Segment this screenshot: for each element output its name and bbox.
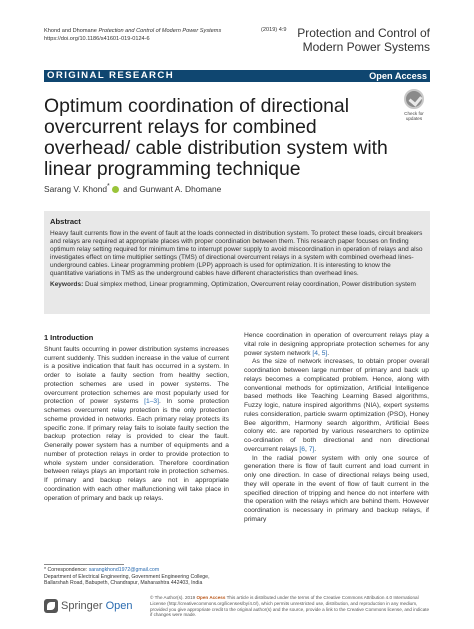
abstract-box (44, 211, 430, 314)
license-open-access: Open Access (196, 595, 226, 600)
check-for-updates-label: Check for updates (404, 111, 424, 122)
section-heading: 1 Introduction (44, 333, 94, 342)
citation-link[interactable]: [6 (299, 445, 305, 453)
citation-year: (2019) 4:9 (261, 27, 287, 33)
author-name[interactable]: Gunwant A. Dhomane (139, 183, 222, 194)
article-title: Optimum coordination of directional overcurrent relays for combined overhead/ cable distribution system with linear programming technique (44, 95, 388, 180)
springer-horse-icon (44, 599, 58, 613)
open-access-label: Open Access (369, 71, 427, 81)
keywords (50, 281, 424, 289)
citation-link[interactable]: [1–3] (144, 398, 159, 406)
orcid-icon[interactable] (112, 186, 119, 193)
affiliation: Department of Electrical Engineering, Government Engineering College, Ballarshah Road, Babupeth, Chandrapur, Maharashtra 442403, India (44, 573, 210, 587)
citation-authors: Khond and Dhomane (44, 28, 97, 34)
body-column-left (44, 330, 229, 503)
journal-name: Protection and Control of Modern Power Systems (297, 26, 430, 54)
corresponding-mark: * (107, 183, 110, 190)
doi-link[interactable]: https://doi.org/10.1186/s41601-019-0124-6 (44, 36, 150, 42)
abstract-heading: Abstract (50, 217, 81, 226)
publisher-name: Springer (61, 600, 103, 612)
footnote-divider (44, 564, 124, 565)
paragraph: Shunt faults occurring in power distribution systems increases current suddenly. This sudden increase in the value of current is a positive indication that fault has occurred in a system. In order to isolate a faulty section from healthy section, protection schemes are used in power systems. The overcurrent protection schemes are most popularly used for protection of power systems [1–3]. In some protection schemes overcurrent relay protection is the only protection scheme provided in networks. Each primary relay protects its specific zone. If primary relay fails to isolate faulty section the backup protection relay is provided to clear the fault. Generally power system has a number of equipments and a number of protection relays in order to provide protection to whole system under consideration. Therefore coordination between relays plays an important role in protection schemes. If primary and backup relays are not in appropriate coordination with each other malfunctioning will take place in operation of primary and back up relays. (44, 345, 229, 502)
keywords-text: Dual simplex method, Linear programming, Optimization, Overcurrent relay coordination, Power distribution system (85, 280, 416, 288)
abstract-text: Heavy fault currents flow in the event of fault at the loads connected in distribution system. To protect these loads, circuit breakers and relays are required at appropriate places with proper coordination between them. This research paper focuses on finding optimum relay setting required for minimum time to interrupt power supply to avoid miscoordination in operation of relays and also investigates effect on time multiplier settings (TMS) of directional overcurrent relays in a system with combined overhead lines-underground cables. Linear programming problem (LPP) approach is used for optimization. It is interesting to know the quantitative variations in TMS as the underground cables have different characteristics than overhead lines. (50, 230, 423, 278)
author-joiner: and (120, 183, 140, 194)
citation-link[interactable]: 5] (321, 349, 328, 357)
citation-journal: Protection and Control of Modern Power Systems (98, 28, 222, 34)
correspondence-label: * Correspondence: (44, 567, 89, 573)
paragraph: In the radial power system with only one source of generation there is flow of fault current and load current in only one direction. In case of directional relays being used, they will operate in the event of flow of fault current in the specified direction of tripping and hence do not interfere with the operation with the relays which are behind them. However coordination is necessary in primary and backup relays, if primary (244, 454, 429, 523)
article-type-banner (44, 70, 430, 82)
email-link[interactable]: sarangkhond1972@gmail.com (88, 567, 160, 573)
citation-link[interactable]: [4 (312, 349, 318, 357)
running-header (44, 27, 221, 43)
paragraph: As the size of network increases, to obtain proper overall coordination between large number of primary and back up relays becomes a complicated problem. Hence, along with conventional methods for optimization, Artificial Intelligence based methods like Teaching Learning Based algorithms, Fuzzy logic, nature inspired algorithms (NIA), expert systems rules consideration, particle swarm optimization (PSO), Honey Bee algorithm, Harmony search algorithm, Artificial Bees colony etc. are reported by various researchers to optimize co-ordination of both directional and non directional overcurrent relays [6, 7]. (244, 358, 429, 453)
check-icon (404, 89, 424, 109)
correspondence-note (44, 567, 229, 587)
license-statement: © The Author(s). 2019 Open Access This article is distributed under the terms of the Creative Commons Attribution 4.0 International License (http://creativecommons.org/licenses/by/4.0/), which permits unrestricted use, distribution, and reproduction in any medium, provided you give appropriate credit to the original author(s) and the source, provide a link to the Creative Commons license, and indicate if changes were made. (150, 595, 430, 618)
author-name[interactable]: Sarang V. Khond (44, 183, 108, 194)
paragraph: Hence coordination in operation of overcurrent relays play a vital role in designing appropriate protection schemes for any power system network [4, 5]. (244, 332, 429, 357)
author-list (44, 183, 221, 194)
body-column-right (244, 332, 429, 525)
section-label: ORIGINAL RESEARCH (47, 70, 175, 81)
check-for-updates-badge[interactable] (398, 89, 430, 127)
keywords-label: Keywords: (50, 280, 84, 288)
publisher-logo (44, 599, 133, 613)
publisher-open: Open (105, 600, 133, 612)
citation-link[interactable]: 7] (308, 445, 315, 453)
